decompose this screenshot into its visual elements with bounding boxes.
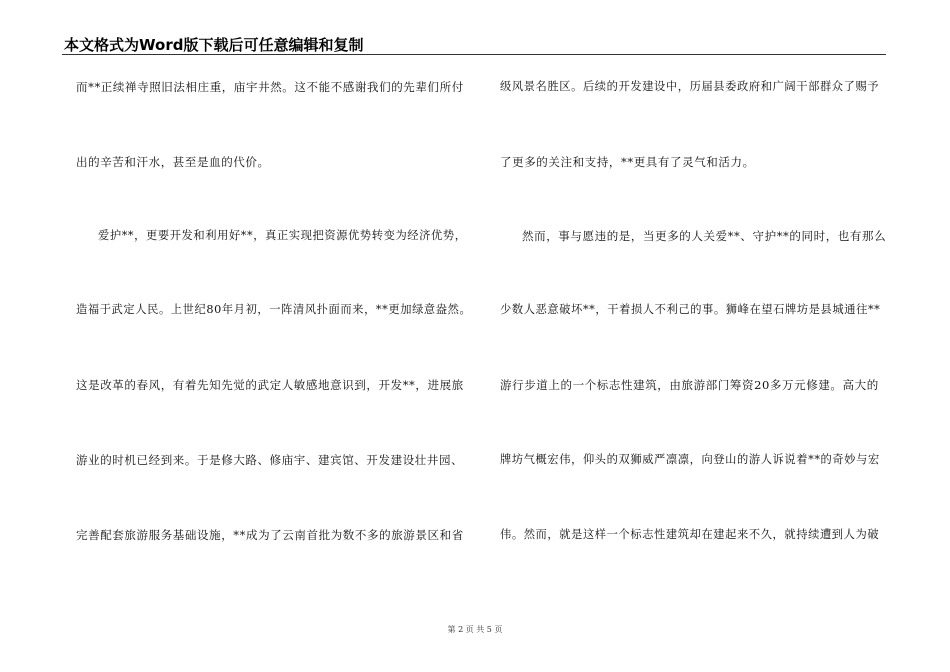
paragraph-line: 游行步道上的一个标志性建筑，由旅游部门筹资20多万元修建。高大的 [500,378,879,392]
document-header-title: 本文格式为Word版下载后可任意编辑和复制 [64,36,364,54]
paragraph-line: 然而，事与愿违的是，当更多的人关爱**、守护**的同时，也有那么 [522,229,887,243]
paragraph-line: 牌坊气概宏伟，仰头的双狮威严凛凛，向登山的游人诉说着**的奇妙与宏 [500,453,880,466]
paragraph-line: 游业的时机已经到来。于是修大路、修庙宇、建宾馆、开发建设壮井园、 [76,453,464,467]
paragraph-line: 爱护**，更要开发和利用好**，真正实现把资源优势转变为经济优势， [98,229,467,242]
paragraph-line: 了更多的关注和支持，**更具有了灵气和活力。 [500,155,755,169]
paragraph-line: 伟。然而，就是这样一个标志性建筑却在建起来不久，就持续遭到人为破 [500,528,880,541]
paragraph-line: 这是改革的春风，有着先知先觉的武定人敏感地意识到，开发**，进展旅 [76,378,464,392]
paragraph-line: 造福于武定人民。上世纪80年月初，一阵清风扑面而来，**更加绿意盎然。 [76,303,472,316]
header-divider [62,54,886,55]
paragraph-line: 少数人恶意破坏**，干着损人不利己的事。狮峰在望石牌坊是县城通往** [500,303,881,316]
page-number-footer: 第 2 页 共 5 页 [447,625,503,634]
paragraph-line: 级风景名胜区。后续的开发建设中，历届县委政府和广阔干部群众了赐予 [500,80,880,93]
paragraph-line: 而**正续禅寺照旧法相庄重，庙宇井然。这不能不感谢我们的先辈们所付 [76,80,464,94]
paragraph-line: 出的辛苦和汗水，甚至是血的代价。 [76,155,270,169]
paragraph-line: 完善配套旅游服务基础设施，**成为了云南首批为数不多的旅游景区和省 [76,528,464,542]
